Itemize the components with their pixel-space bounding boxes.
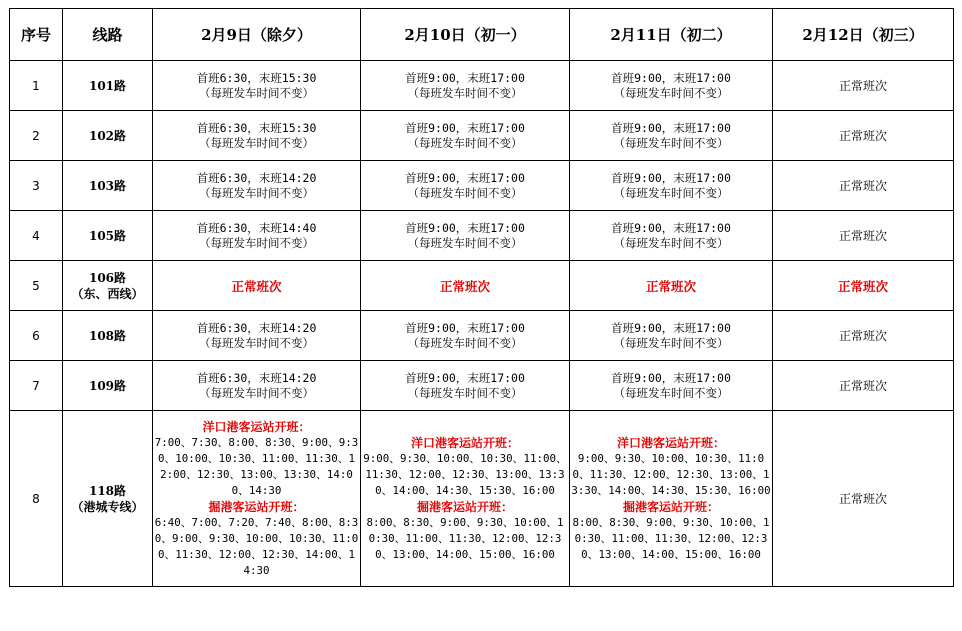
station-label: 掘港客运站开班： bbox=[416, 499, 513, 514]
feb10-cell: 首班9:00，末班17:00 （每班发车时间不变） bbox=[361, 361, 570, 411]
table-row bbox=[10, 161, 954, 211]
seq-cell: 1 bbox=[10, 61, 63, 111]
table-row bbox=[10, 111, 954, 161]
feb9-cell: 首班6:30，末班14:40 （每班发车时间不变） bbox=[153, 211, 361, 261]
route-cell: 101路 bbox=[63, 61, 153, 111]
feb12-cell: 正常班次 bbox=[773, 61, 954, 111]
feb9-cell bbox=[153, 411, 361, 587]
feb10-cell: 首班9:00，末班17:00 （每班发车时间不变） bbox=[361, 61, 570, 111]
header-feb10: 2月10日（初一） bbox=[361, 9, 570, 61]
station-label: 掘港客运站开班： bbox=[208, 499, 305, 514]
station-label: 洋口港客运站开班： bbox=[202, 419, 311, 434]
feb10-cell bbox=[361, 411, 570, 587]
station-label: 洋口港客运站开班： bbox=[410, 435, 519, 450]
feb10-cell: 首班9:00，末班17:00 （每班发车时间不变） bbox=[361, 111, 570, 161]
feb11-cell: 首班9:00，末班17:00 （每班发车时间不变） bbox=[570, 111, 773, 161]
feb12-cell: 正常班次 bbox=[773, 161, 954, 211]
route-cell: 102路 bbox=[63, 111, 153, 161]
route-cell: 106路 （东、西线） bbox=[63, 261, 153, 311]
header-seq: 序号 bbox=[10, 9, 63, 61]
header-feb9: 2月9日（除夕） bbox=[153, 9, 361, 61]
feb9-cell: 首班6:30，末班14:20 （每班发车时间不变） bbox=[153, 361, 361, 411]
departure-times: 9:00、9:30、10:00、10:30、11:00、11:30、12:00、12:30、13:00、13:30、14:00、14:30、15:30、16:00 bbox=[571, 451, 771, 497]
route-cell: 103路 bbox=[63, 161, 153, 211]
feb10-cell: 首班9:00，末班17:00 （每班发车时间不变） bbox=[361, 211, 570, 261]
station-label: 掘港客运站开班： bbox=[622, 499, 719, 514]
route-cell: 109路 bbox=[63, 361, 153, 411]
feb11-cell: 首班9:00，末班17:00 （每班发车时间不变） bbox=[570, 161, 773, 211]
feb11-cell: 首班9:00，末班17:00 （每班发车时间不变） bbox=[570, 61, 773, 111]
header-route: 线路 bbox=[63, 9, 153, 61]
seq-cell: 8 bbox=[10, 411, 63, 587]
table-row bbox=[10, 211, 954, 261]
feb12-cell: 正常班次 bbox=[773, 311, 954, 361]
feb9-cell: 首班6:30，末班14:20 （每班发车时间不变） bbox=[153, 311, 361, 361]
seq-cell: 5 bbox=[10, 261, 63, 311]
seq-cell: 2 bbox=[10, 111, 63, 161]
header-row bbox=[10, 9, 954, 61]
header-feb11: 2月11日（初二） bbox=[570, 9, 773, 61]
feb11-cell: 首班9:00，末班17:00 （每班发车时间不变） bbox=[570, 311, 773, 361]
table-row bbox=[10, 261, 954, 311]
feb11-cell: 首班9:00，末班17:00 （每班发车时间不变） bbox=[570, 361, 773, 411]
seq-cell: 6 bbox=[10, 311, 63, 361]
route-cell: 108路 bbox=[63, 311, 153, 361]
feb10-cell: 正常班次 bbox=[361, 261, 570, 311]
feb12-cell: 正常班次 bbox=[773, 111, 954, 161]
feb11-cell: 正常班次 bbox=[570, 261, 773, 311]
departure-times: 8:00、8:30、9:00、9:30、10:00、10:30、11:00、11:30、12:00、12:30、13:00、14:00、15:00、16:00 bbox=[366, 515, 564, 561]
route-cell: 118路 （港城专线） bbox=[63, 411, 153, 587]
feb11-cell: 首班9:00，末班17:00 （每班发车时间不变） bbox=[570, 211, 773, 261]
departure-times: 9:00、9:30、10:00、10:30、11:00、11:30、12:00、12:30、13:00、13:30、14:00、14:30、15:30、16:00 bbox=[363, 451, 567, 497]
table-row bbox=[10, 411, 954, 587]
departure-times: 6:40、7:00、7:20、7:40、8:00、8:30、9:00、9:30、10:00、10:30、11:00、11:30、12:00、12:30、14:00、14:30 bbox=[154, 515, 359, 577]
feb9-cell: 首班6:30，末班14:20 （每班发车时间不变） bbox=[153, 161, 361, 211]
table-row bbox=[10, 61, 954, 111]
departure-times: 8:00、8:30、9:00、9:30、10:00、10:30、11:00、11:30、12:00、12:30、13:00、14:00、15:00、16:00 bbox=[572, 515, 770, 561]
feb9-cell: 首班6:30，末班15:30 （每班发车时间不变） bbox=[153, 111, 361, 161]
seq-cell: 3 bbox=[10, 161, 63, 211]
station-label: 洋口港客运站开班： bbox=[616, 435, 725, 450]
schedule-table bbox=[9, 8, 954, 587]
feb12-cell: 正常班次 bbox=[773, 261, 954, 311]
feb12-cell: 正常班次 bbox=[773, 361, 954, 411]
feb10-cell: 首班9:00，末班17:00 （每班发车时间不变） bbox=[361, 311, 570, 361]
feb12-cell: 正常班次 bbox=[773, 411, 954, 587]
table-row bbox=[10, 361, 954, 411]
departure-times: 7:00、7:30、8:00、8:30、9:00、9:30、10:00、10:30、11:00、11:30、12:00、12:30、13:00、13:30、14:00、14:30 bbox=[154, 435, 359, 497]
feb10-cell: 首班9:00，末班17:00 （每班发车时间不变） bbox=[361, 161, 570, 211]
feb9-cell: 首班6:30，末班15:30 （每班发车时间不变） bbox=[153, 61, 361, 111]
feb11-cell bbox=[570, 411, 773, 587]
header-feb12: 2月12日（初三） bbox=[773, 9, 954, 61]
table-row bbox=[10, 311, 954, 361]
route-cell: 105路 bbox=[63, 211, 153, 261]
feb12-cell: 正常班次 bbox=[773, 211, 954, 261]
seq-cell: 4 bbox=[10, 211, 63, 261]
seq-cell: 7 bbox=[10, 361, 63, 411]
feb9-cell: 正常班次 bbox=[153, 261, 361, 311]
